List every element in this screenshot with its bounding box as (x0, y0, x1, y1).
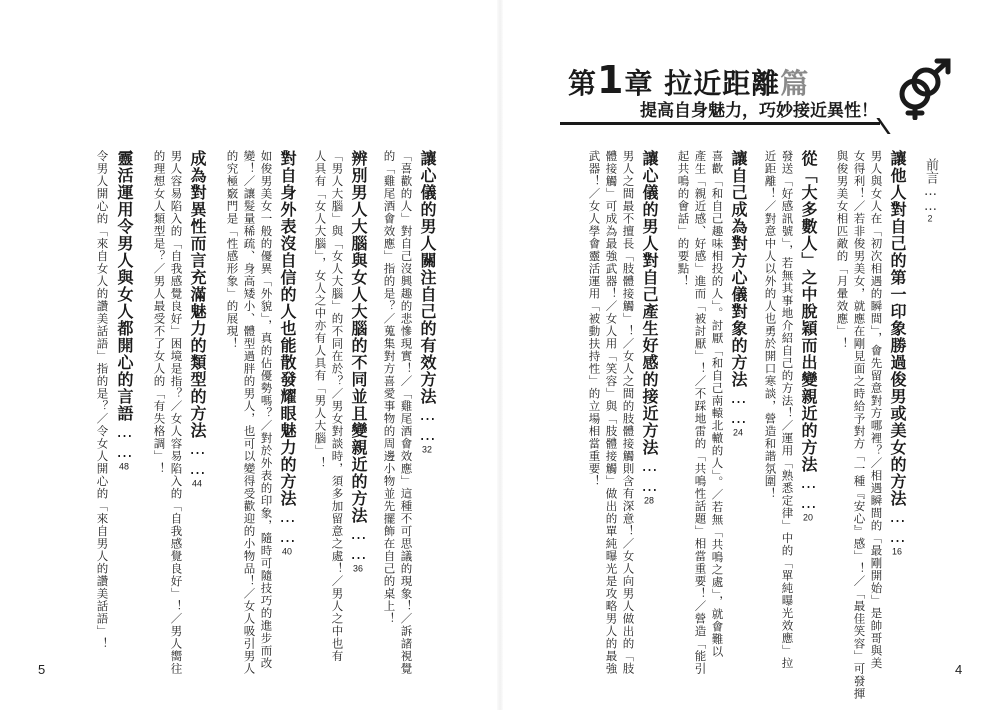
section-4-heading (189, 150, 205, 488)
rsection-3-heading-text: 讓自己成為對方心儀對象的方法 (729, 150, 748, 388)
section-4-line-2: 的理想女人類型是？／男人最受不了女人的「有失格調」！ (152, 150, 167, 475)
section-3-heading (279, 150, 295, 556)
rsection-4-line-1: 男人之間最不擅長「肢體接觸」！／女人之間的肢體接觸則含有深意！／女人向男人做出的「肢 (621, 150, 636, 675)
rsection-4-heading-text: 讓心儀的男人對自己產生好感的接近方法 (640, 150, 659, 456)
section-4-heading-text: 成為對異性而言充滿魅力的類型的方法 (188, 150, 207, 439)
rsection-3-line-3: 起共鳴的會話」的要點！ (676, 150, 691, 288)
leader-dots: …… (640, 456, 659, 496)
leader-dots: …… (188, 439, 207, 479)
section-3-line-2: 變！／讓髮量稀疏、身高矮小、體型過胖的男人，也可以變得受歡迎的小物品！／女人吸引男人 (242, 150, 257, 675)
rsection-4-heading (641, 150, 657, 505)
rsection-3-line-2: 產生「親近感、好感」進而「被討厭」！／不踩地雷的「共鳴性話題」相當重要！／營造「能引 (693, 150, 708, 675)
preface-label: 前言 (923, 158, 938, 184)
rsection-1-heading-text: 讓他人對自己的第一印象勝過俊男或美女的方法 (888, 150, 907, 507)
section-1-line-1: 「喜歡的人」對自己沒興趣的悲慘現實！／「雞尾酒會效應」這種不可思議的現象！／訴諸視覺 (399, 150, 414, 675)
leader-dots: …… (418, 405, 437, 445)
rsection-2-page-ref: 20 (803, 513, 813, 522)
section-2-line-2: 人具有「女人大腦」，女人之中亦有人具有「男人大腦」！ (313, 150, 328, 470)
section-5-page-ref: 48 (119, 462, 129, 471)
header-rule-slant (866, 118, 890, 134)
section-3-line-3: 的究極竅門是「性感形象」的展現！ (225, 150, 240, 350)
leader-dots: …… (729, 388, 748, 428)
rsection-2-heading (800, 150, 816, 522)
section-2-heading (350, 150, 366, 573)
section-1-line-2: 的「雞尾酒會效應」指的是？／蒐集對方喜愛事物的周邊小物並先擺飾在自己的桌上！ (382, 150, 397, 625)
section-1-page-ref: 32 (422, 445, 432, 454)
right-page (500, 0, 1000, 710)
rsection-2-line-2: 近距離！／對意中人以外的人也勇於開口寒談，營造和諧氛圍！ (763, 150, 778, 500)
rsection-1-line-1: 男人與女人在「初次相遇的瞬間」，會先留意對方哪裡？／相遇瞬間的「最剛開始」是帥哥與美 (869, 150, 884, 670)
section-4-line-1: 男人容易陷入的「自我感覺良好」困境是指？／女人容易陷入的「自我感覺良好」！／男人嚮往 (169, 150, 184, 675)
rsection-2-heading-text: 從「大多數人」之中脫穎而出變親近的方法 (799, 150, 818, 473)
section-2-page-ref: 36 (353, 564, 363, 573)
rsection-4-line-2: 體接觸」可成為最強武器！／女人用「笑容」與「肢體接觸」做出的單純曝光是攻略男人的最強 (604, 150, 619, 675)
chapter-suffix: 章 (624, 67, 654, 100)
preface-page-ref: 2 (927, 214, 933, 223)
page-number-right: 4 (955, 662, 963, 677)
leader-dots: …… (888, 507, 907, 547)
rsection-2-line-1: 發送「好感訊號」，若無其事地介紹自己的方法！／運用「熟悉定律」中的「單純曝光效應」拉 (780, 150, 795, 670)
male-female-symbol-icon (893, 58, 955, 120)
section-1-heading (419, 150, 435, 454)
section-2-line-1: 「男人大腦」與「女人大腦」的不同在於？／男女對談時，須多加留意之處！／男人之中也有 (330, 150, 345, 663)
rsection-4-line-3: 武器！／女人學會靈活運用「被動扶持性」的立場相當重要！ (587, 150, 602, 488)
preface-entry (924, 158, 937, 223)
chapter-title-tail: 篇 (780, 67, 810, 100)
section-4-page-ref: 44 (192, 479, 202, 488)
rsection-3-heading (730, 150, 746, 437)
chapter-title-main: 拉近距離 (664, 67, 781, 100)
page-number-left: 5 (38, 662, 46, 677)
rsection-1-line-3: 與俊男美女相匹敵的「月暈效應」！ (835, 150, 850, 350)
leader-dots: …… (115, 422, 134, 462)
section-3-line-1: 如俊男美女一般的優異「外貌」，真的佔優勢嗎？／對於外表的印象，隨時可隨技巧的進步而改 (259, 150, 274, 670)
section-5-line-1: 令男人開心的「來自女人的讚美話語」指的是？／令女人開心的「來自男人的讚美話語」！ (95, 150, 110, 650)
section-1-heading-text: 讓心儀的男人關注自己的有效方法 (418, 150, 437, 405)
rsection-1-line-2: 女得利！／若非俊男美女，就應在剛見面之時給予對方「一種『安心』感」！／「最佳笑容」可發揮 (852, 150, 867, 700)
section-5-heading (116, 150, 132, 471)
leader-dots: …… (349, 524, 368, 564)
rsection-4-page-ref: 28 (644, 496, 654, 505)
rsection-3-page-ref: 24 (733, 428, 743, 437)
rsection-1-page-ref: 16 (892, 547, 902, 556)
section-2-heading-text: 辨別男人大腦與女人大腦的不同並且變親近的方法 (349, 150, 368, 524)
chapter-subtitle: 提高自身魅力，巧妙接近異性！ (640, 101, 878, 121)
chapter-number: 1 (597, 58, 625, 102)
leader-dots: …… (923, 184, 938, 214)
section-5-heading-text: 靈活運用令男人與女人都開心的言語 (115, 150, 134, 422)
rsection-3-line-1: 喜歡「和自己趣味相投的人」。討厭「和自己南轅北轍的人」。／若無「共鳴之處」，就會難以 (710, 150, 725, 658)
rsection-1-heading (889, 150, 905, 556)
section-3-page-ref: 40 (282, 547, 292, 556)
section-3-heading-text: 對自身外表沒自信的人也能散發耀眼魅力的方法 (278, 150, 297, 507)
leader-dots: …… (278, 507, 297, 547)
leader-dots: …… (799, 473, 818, 513)
header-rule (560, 122, 880, 125)
chapter-prefix: 第 (568, 67, 598, 100)
